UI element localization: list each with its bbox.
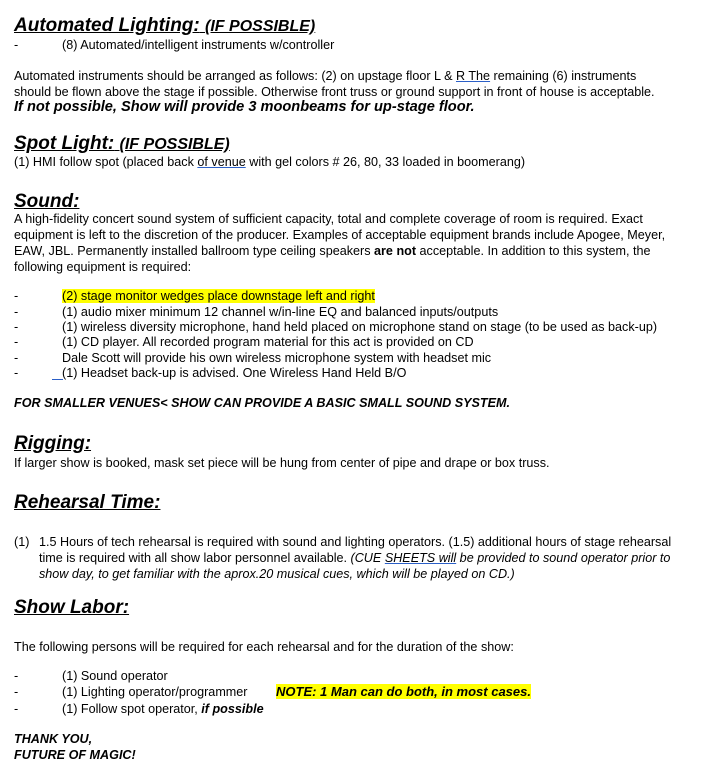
automated-p1d: remaining (6) instruments xyxy=(490,69,637,83)
list-item xyxy=(0,289,720,305)
labor-item-followspot-text: (1) Follow spot operator, xyxy=(62,702,202,716)
sound-item-headset: (1) Headset back-up is advised. One Wireless Hand Held B/O xyxy=(62,366,407,380)
rehearsal-number: (1) xyxy=(14,535,30,549)
spot-t3: with gel colors # 26, 80, 33 loaded in boomerang) xyxy=(245,155,526,169)
automated-sub: (IF POSSIBLE) xyxy=(205,18,316,35)
rehearsal-heading: Rehearsal Time: xyxy=(14,492,161,513)
spot-t1: (1) HMI follow spot (placed back xyxy=(14,155,198,169)
sound-l3c: acceptable. In addition to this system, the xyxy=(416,244,651,258)
automated-p1b: : (2) on upstage floor L & xyxy=(314,69,456,83)
list-item xyxy=(0,335,720,351)
rehearsal-l2b: (CUE xyxy=(350,551,385,565)
bullet-dash: - xyxy=(14,305,19,319)
automated-p1a: Automated instruments should be arranged as follows xyxy=(14,69,315,83)
rehearsal-line1: 1.5 Hours of tech rehearsal is required with sound and lighting operators. (1.5) additional hours of stage rehearsal xyxy=(39,535,672,549)
sound-para-line4: following equipment is required: xyxy=(14,260,192,274)
spot-light-heading xyxy=(14,133,230,155)
automated-item: (8) Automated/intelligent instruments w/controller xyxy=(62,38,335,52)
list-item xyxy=(0,351,720,367)
spot-sub: (IF POSSIBLE) xyxy=(119,136,230,153)
list-item xyxy=(0,669,720,685)
list-item xyxy=(0,685,720,702)
list-item xyxy=(0,702,720,718)
labor-item-sound: (1) Sound operator xyxy=(62,669,168,683)
bullet-dash: - xyxy=(14,38,19,52)
rehearsal-l2d: be provided to sound operator prior to xyxy=(456,551,671,565)
bullet-dash: - xyxy=(14,289,19,303)
rigging-heading: Rigging: xyxy=(14,433,92,454)
spot-title: Spot Light: xyxy=(14,133,115,154)
automated-para-line1 xyxy=(14,68,636,84)
automated-title: Automated Lighting: xyxy=(14,15,200,36)
rehearsal-line3: show day, to get familiar with the aprox.20 musical cues, which will be played on CD.) xyxy=(39,567,515,581)
rigging-text: If larger show is booked, mask set piece will be hung from center of pipe and drape or box truss. xyxy=(14,456,550,470)
labor-if-possible: if possible xyxy=(201,702,264,716)
sound-item-cd-player: (1) CD player. All recorded program material for this act is provided on CD xyxy=(62,335,474,349)
bullet-dash: - xyxy=(14,702,19,716)
list-item xyxy=(0,366,720,382)
sound-item-wireless-mic: (1) wireless diversity microphone, hand held placed on microphone stand on stage (to be used as back-up) xyxy=(62,320,658,334)
bullet-dash: - xyxy=(14,685,19,699)
sound-item-dale-scott: Dale Scott will provide his own wireless microphone system with headset mic xyxy=(62,351,492,365)
list-item xyxy=(0,305,720,321)
automated-item-row xyxy=(0,38,700,54)
automated-p1c: R The xyxy=(455,69,491,83)
closing-future-of-magic: FUTURE OF MAGIC! xyxy=(14,748,136,762)
bullet-dash: - xyxy=(14,351,19,365)
bullet-dash: - xyxy=(14,320,19,334)
automated-lighting-heading xyxy=(14,15,315,37)
bullet-dash: - xyxy=(14,669,19,683)
show-labor-heading: Show Labor: xyxy=(14,597,130,618)
labor-item-lighting: (1) Lighting operator/programmer xyxy=(62,685,248,699)
labor-intro: The following persons will be required for each rehearsal and for the duration of the show: xyxy=(14,640,514,654)
automated-para-line2: should be flown above the stage if possible. Otherwise front truss or ground support in front of house is acceptable. xyxy=(14,85,655,99)
sound-l3b: are not xyxy=(374,244,417,258)
bullet-dash: - xyxy=(14,366,19,380)
spot-light-text xyxy=(14,154,525,170)
rehearsal-l2c: SHEETS will xyxy=(384,551,457,565)
labor-item-followspot xyxy=(62,702,264,716)
sound-para-line1: A high-fidelity concert sound system of sufficient capacity, total and complete coverage of room is required. Exact xyxy=(14,212,643,226)
sound-para-line2: equipment is left to the discretion of the producer. Examples of acceptable equipment brands include Apogee, Meyer, xyxy=(14,228,666,242)
small-venue-note: FOR SMALLER VENUES< SHOW CAN PROVIDE A BASIC SMALL SOUND SYSTEM. xyxy=(14,396,510,410)
labor-note: NOTE: 1 Man can do both, in most cases. xyxy=(276,684,531,699)
sound-heading: Sound: xyxy=(14,191,80,212)
sound-para-line3 xyxy=(14,243,651,259)
rehearsal-line2 xyxy=(39,550,670,566)
closing-thank-you: THANK YOU, xyxy=(14,732,93,746)
sound-l3a: EAW, JBL. Permanently installed ballroom type ceiling speakers xyxy=(14,244,375,258)
bullet-dash: - xyxy=(14,335,19,349)
list-item xyxy=(0,320,720,336)
automated-moonbeams-note: If not possible, Show will provide 3 moonbeams for up-stage floor. xyxy=(14,99,475,115)
sound-item-mixer: (1) audio mixer minimum 12 channel w/in-line EQ and balanced inputs/outputs xyxy=(62,305,499,319)
rehearsal-l2a: time is required with all show labor personnel available. xyxy=(39,551,351,565)
spot-t2: of venue xyxy=(197,155,246,169)
sound-item-monitors: (2) stage monitor wedges place downstage left and right xyxy=(62,289,375,303)
